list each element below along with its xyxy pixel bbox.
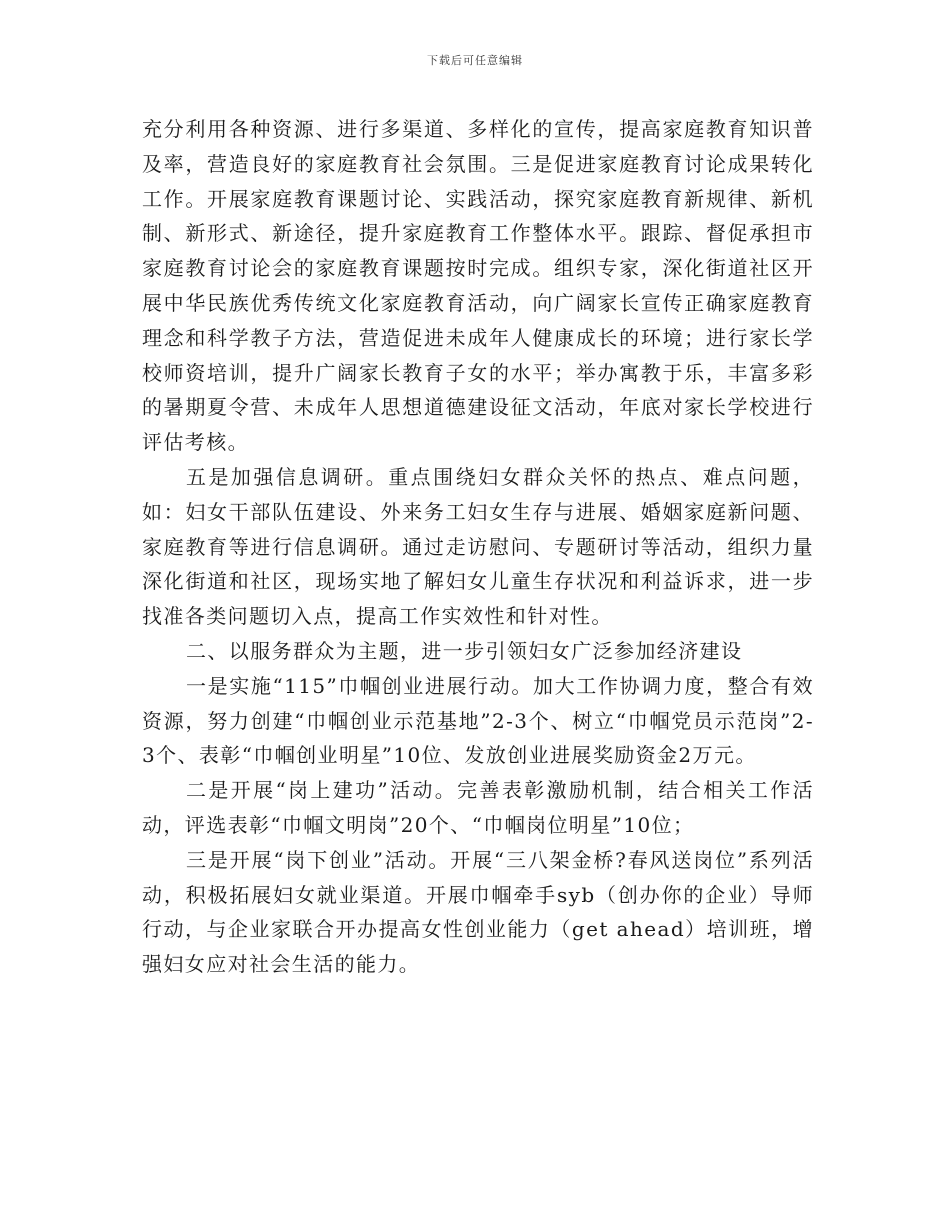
section-heading-economic-construction: 二、以服务群众为主题，进一步引领妇女广泛参加经济建设 bbox=[186, 638, 743, 663]
paragraph-information-research: 五是加强信息调研。重点围绕妇女群众关怀的热点、难点问题，如：妇女干部队伍建设、外来务工妇女生存与进展、婚姻家庭新问题、家庭教育等进行信息调研。通过走访慰问、专题研讨等活动，组织力量深化街道和社区，现场实地了解妇女儿童生存状况和利益诉求，进一步找准各类问题切入点，提高工作实效性和针对性。 bbox=[142, 464, 814, 629]
page-header: 下载后可任意编辑 bbox=[427, 54, 523, 67]
document-body bbox=[142, 112, 814, 982]
paragraph-on-post-merit: 二是开展“岗上建功”活动。完善表彰激励机制，结合相关工作活动，评选表彰“巾帼文明岗”20个、“巾帼岗位明星”10位； bbox=[142, 778, 814, 837]
paragraph-off-post-entrepreneurship: 三是开展“岗下创业”活动。开展“三八架金桥?春风送岗位”系列活动，积极拓展妇女就业渠道。开展巾帼牵手syb（创办你的企业）导师行动，与企业家联合开办提高女性创业能力（get ahead）培训班，增强妇女应对社会生活的能力。 bbox=[142, 847, 814, 977]
paragraph-family-education-continued: 充分利用各种资源、进行多渠道、多样化的宣传，提高家庭教育知识普及率，营造良好的家庭教育社会氛围。三是促进家庭教育讨论成果转化工作。开展家庭教育课题讨论、实践活动，探究家庭教育新规律、新机制、新形式、新途径，提升家庭教育工作整体水平。跟踪、督促承担市家庭教育讨论会的家庭教育课题按时完成。组织专家，深化街道社区开展中华民族优秀传统文化家庭教育活动，向广阔家长宣传正确家庭教育理念和科学教子方法，营造促进未成年人健康成长的环境；进行家长学校师资培训，提升广阔家长教育子女的水平；举办寓教于乐，丰富多彩的暑期夏令营、未成年人思想道德建设征文活动，年底对家长学校进行评估考核。 bbox=[142, 117, 814, 455]
paragraph-115-entrepreneurship: 一是实施“115”巾帼创业进展行动。加大工作协调力度，整合有效资源，努力创建“巾帼创业示范基地”2-3个、树立“巾帼党员示范岗”2-3个、表彰“巾帼创业明星”10位、发放创业进展奖励资金2万元。 bbox=[142, 673, 814, 768]
